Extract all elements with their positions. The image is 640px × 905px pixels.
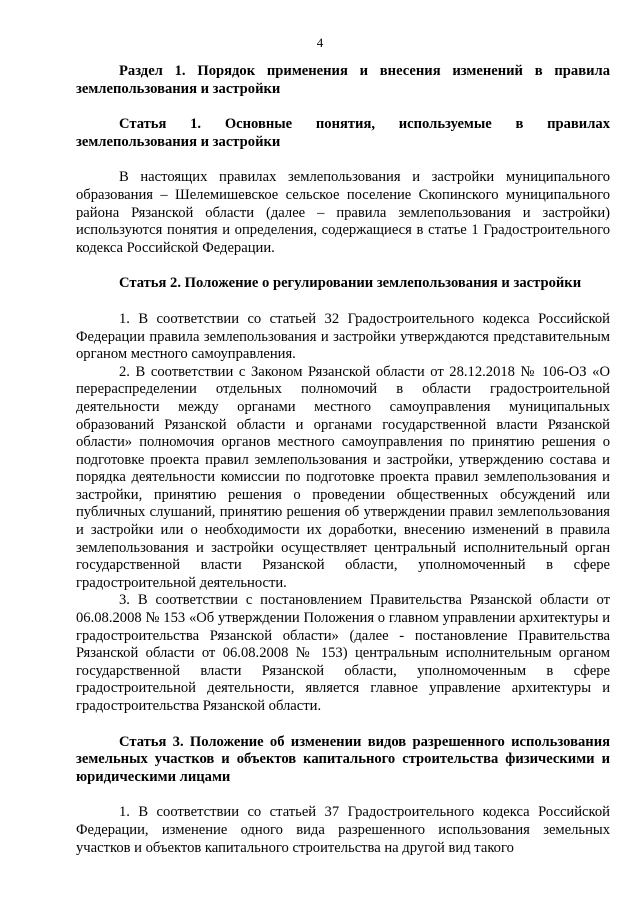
article-3-heading: Статья 3. Положение об изменении видов разрешенного использования земельных участков и объектов капитального строительства физическими и юридическими лицами — [76, 733, 610, 785]
article-1-heading: Статья 1. Основные понятия, используемые в правилах землепользования и застройки — [76, 116, 610, 150]
article-2-paragraph-2: 2. В соответствии с Законом Рязанской области от 28.12.2018 № 106-ОЗ «О перераспределении отдельных полномочий в области градостроительной деятельности между органами местного самоуправления муниципальных образований Рязанской области и органами государственной власти Рязанской области» полномочия органов местного самоуправления по принятию решения о подготовке проекта правил землепользования и застройки, утверждению состава и порядка деятельности комиссии по подготовке проекта правил землепользования и застройки, принятию решения о проведении общественных обсуждений или публичных слушаний, принятию решения об утверждении правил землепользования и застройки или о необходимости их доработки, внесению изменений в правила землепользования и застройки осуществляет центральный исполнительный орган государственной власти Рязанской области, уполномоченный в сфере градостроительной деятельности. — [76, 363, 610, 591]
article-2-paragraph-3: 3. В соответствии с постановлением Правительства Рязанской области от 06.08.2008 № 153 «Об утверждении Положения о главном управлении архитектуры и градостроительства Рязанской области» (далее - постановление Правительства Рязанской области от 06.08.2008 № 153) центральным исполнительным органом государственной власти Рязанской области, уполномоченным в сфере градостроительной деятельности, является главное управление архитектуры и градостроительства Рязанской области. — [76, 592, 610, 714]
section-heading: Раздел 1. Порядок применения и внесения изменений в правила землепользования и застройки — [76, 63, 610, 97]
page-number: 4 — [316, 35, 324, 50]
article-2-paragraph-1: 1. В соответствии со статьей 32 Градостроительного кодекса Российской Федерации правила землепользования и застройки утверждаются представительным органом местного самоуправления. — [76, 310, 610, 363]
article-2-heading: Статья 2. Положение о регулировании землепользования и застройки — [119, 275, 582, 292]
document-body — [76, 63, 610, 857]
article-3-paragraph-1: 1. В соответствии со статьей 37 Градостроительного кодекса Российской Федерации, изменение одного вида разрешенного использования земельных участков и объектов капитального строительства на другой вид такого — [76, 804, 610, 856]
article-1-paragraph: В настоящих правилах землепользования и застройки муниципального образования – Шелемишевское сельское поселение Скопинского муниципального района Рязанской области (далее – правила землепользования и застройки) используются понятия и определения, содержащиеся в статье 1 Градостроительного кодекса Российской Федерации. — [76, 169, 610, 256]
